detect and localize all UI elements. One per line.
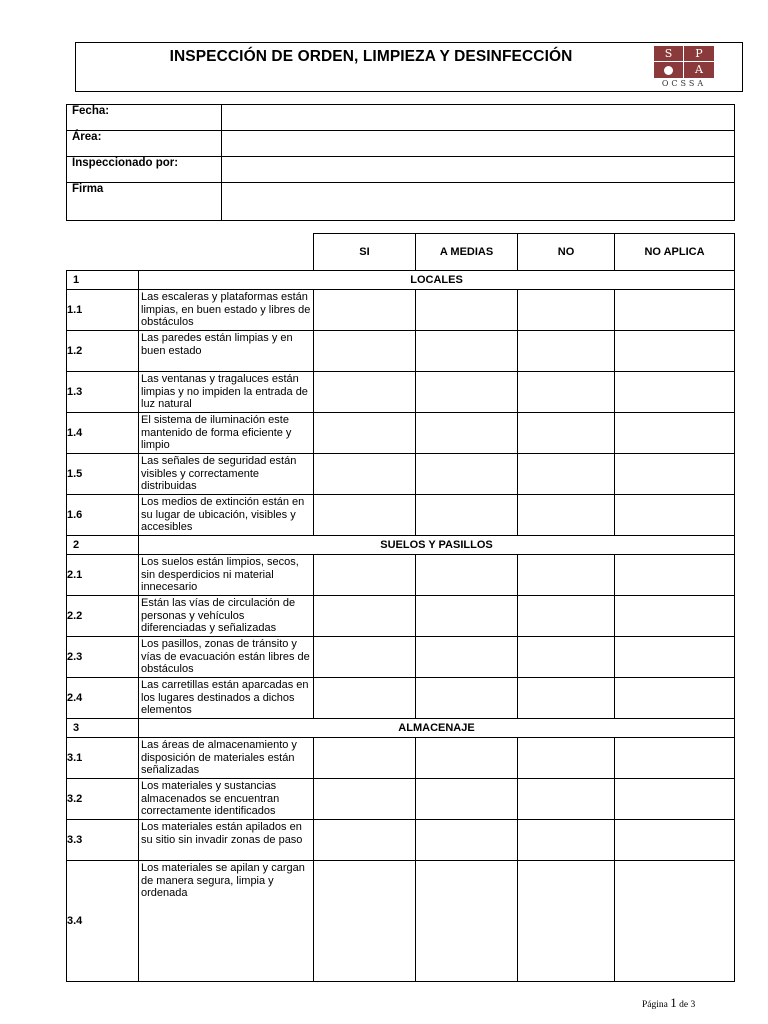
info-label: Área: [67,131,222,157]
item-description: Los pasillos, zonas de tránsito y vías de evacuación están libres de obstáculos [139,637,314,678]
option-cell-a-medias[interactable] [416,454,518,495]
item-number: 1.2 [67,331,139,372]
section-row [67,536,735,555]
logo-cell-p: P [684,46,714,62]
option-cell-si[interactable] [314,290,416,331]
checklist-item-row [67,372,735,413]
option-cell-si[interactable] [314,495,416,536]
page-footer [642,995,695,1011]
item-description: Los materiales se apilan y cargan de manera segura, limpia y ordenada [139,861,314,982]
logo-text: OCSSA [661,79,707,88]
column-header: NO APLICA [615,234,735,271]
option-cell-no[interactable] [518,555,615,596]
option-cell-a-medias[interactable] [416,637,518,678]
option-cell-no-aplica[interactable] [615,555,735,596]
item-description: El sistema de iluminación este mantenido de forma eficiente y limpio [139,413,314,454]
item-description: Los materiales están apilados en su sitio sin invadir zonas de paso [139,820,314,861]
item-description: Las áreas de almacenamiento y disposición de materiales están señalizadas [139,738,314,779]
info-label: Firma [67,183,222,221]
option-cell-no-aplica[interactable] [615,290,735,331]
option-cell-no[interactable] [518,820,615,861]
option-cell-a-medias[interactable] [416,555,518,596]
info-label: Inspeccionado por: [67,157,222,183]
option-cell-no[interactable] [518,779,615,820]
option-cell-no-aplica[interactable] [615,372,735,413]
option-cell-no[interactable] [518,413,615,454]
column-header: SI [314,234,416,271]
item-number: 1.6 [67,495,139,536]
item-description: Las carretillas están aparcadas en los lugares destinados a dichos elementos [139,678,314,719]
option-cell-no[interactable] [518,331,615,372]
item-number: 2.1 [67,555,139,596]
option-cell-si[interactable] [314,413,416,454]
checklist-item-row [67,779,735,820]
option-cell-no[interactable] [518,637,615,678]
item-number: 3.2 [67,779,139,820]
checklist-item-row [67,495,735,536]
item-number: 2.2 [67,596,139,637]
column-header: NO [518,234,615,271]
option-cell-no-aplica[interactable] [615,454,735,495]
footer-total: 3 [690,1000,696,1010]
option-cell-si[interactable] [314,738,416,779]
section-number: 2 [67,536,139,555]
info-row-fecha [67,105,735,131]
option-cell-si[interactable] [314,678,416,719]
footer-sep: de [679,1000,689,1010]
option-cell-a-medias[interactable] [416,779,518,820]
option-cell-a-medias[interactable] [416,738,518,779]
option-cell-no-aplica[interactable] [615,820,735,861]
checklist-item-row [67,331,735,372]
checklist-item-row [67,678,735,719]
option-cell-no[interactable] [518,678,615,719]
footer-prefix: Página [642,1000,668,1010]
option-cell-no[interactable] [518,290,615,331]
option-cell-no-aplica[interactable] [615,678,735,719]
checklist-item-row [67,290,735,331]
checklist-item-row [67,413,735,454]
info-row-area [67,131,735,157]
option-cell-no-aplica[interactable] [615,779,735,820]
item-number: 1.3 [67,372,139,413]
checklist-item-row [67,596,735,637]
option-cell-si[interactable] [314,820,416,861]
info-table [66,104,735,221]
item-description: Están las vías de circulación de personas y vehículos diferenciadas y señalizadas [139,596,314,637]
title-box [75,42,743,92]
header-blank [67,234,314,271]
option-cell-no[interactable] [518,861,615,982]
ocssa-logo [651,46,717,88]
section-row [67,719,735,738]
logo-cell-a: A [684,62,714,78]
checklist-item-row [67,637,735,678]
checklist-table [66,233,735,982]
item-number: 1.5 [67,454,139,495]
checklist-item-row [67,861,735,982]
option-cell-si[interactable] [314,555,416,596]
item-description: Los medios de extinción están en su lugar de ubicación, visibles y accesibles [139,495,314,536]
option-cell-a-medias[interactable] [416,331,518,372]
option-cell-no-aplica[interactable] [615,413,735,454]
item-number: 3.4 [67,861,139,982]
checklist-header-row [67,234,735,271]
section-number: 3 [67,719,139,738]
item-number: 1.1 [67,290,139,331]
item-description: Las señales de seguridad están visibles y correctamente distribuidas [139,454,314,495]
option-cell-no[interactable] [518,596,615,637]
inspeccionado-field[interactable] [222,157,735,183]
option-cell-no[interactable] [518,454,615,495]
option-cell-no-aplica[interactable] [615,637,735,678]
option-cell-si[interactable] [314,372,416,413]
logo-drop-icon [654,62,684,78]
checklist-item-row [67,555,735,596]
firma-field[interactable] [222,183,735,221]
checklist-item-row [67,738,735,779]
option-cell-no-aplica[interactable] [615,861,735,982]
option-cell-no-aplica[interactable] [615,495,735,536]
section-title: LOCALES [139,271,735,290]
option-cell-a-medias[interactable] [416,820,518,861]
info-row-inspeccionado [67,157,735,183]
section-title: SUELOS Y PASILLOS [139,536,735,555]
section-row [67,271,735,290]
option-cell-a-medias[interactable] [416,495,518,536]
option-cell-si[interactable] [314,596,416,637]
option-cell-si[interactable] [314,331,416,372]
option-cell-no-aplica[interactable] [615,596,735,637]
option-cell-a-medias[interactable] [416,290,518,331]
section-number: 1 [67,271,139,290]
item-description: Los suelos están limpios, secos, sin desperdicios ni material innecesario [139,555,314,596]
checklist-item-row [67,454,735,495]
item-number: 1.4 [67,413,139,454]
item-number: 2.3 [67,637,139,678]
info-row-firma [67,183,735,221]
footer-page-number: 1 [670,995,677,1010]
document-title: INSPECCIÓN DE ORDEN, LIMPIEZA Y DESINFECCIÓN [169,48,573,65]
column-header: A MEDIAS [416,234,518,271]
option-cell-si[interactable] [314,637,416,678]
option-cell-no-aplica[interactable] [615,738,735,779]
option-cell-a-medias[interactable] [416,596,518,637]
checklist-item-row [67,820,735,861]
item-number: 2.4 [67,678,139,719]
section-title: ALMACENAJE [139,719,735,738]
option-cell-no[interactable] [518,495,615,536]
option-cell-no-aplica[interactable] [615,331,735,372]
item-number: 3.3 [67,820,139,861]
item-description: Los materiales y sustancias almacenados se encuentran correctamente identificados [139,779,314,820]
option-cell-a-medias[interactable] [416,372,518,413]
area-field[interactable] [222,131,735,157]
option-cell-a-medias[interactable] [416,413,518,454]
fecha-field[interactable] [222,105,735,131]
logo-grid [654,46,714,78]
option-cell-si[interactable] [314,779,416,820]
info-label: Fecha: [67,105,222,131]
option-cell-a-medias[interactable] [416,678,518,719]
logo-cell-s: S [654,46,684,62]
item-description: Las paredes están limpias y en buen estado [139,331,314,372]
option-cell-no[interactable] [518,372,615,413]
option-cell-a-medias[interactable] [416,861,518,982]
item-number: 3.1 [67,738,139,779]
option-cell-si[interactable] [314,861,416,982]
option-cell-si[interactable] [314,454,416,495]
item-description: Las escaleras y plataformas están limpias, en buen estado y libres de obstáculos [139,290,314,331]
option-cell-no[interactable] [518,738,615,779]
item-description: Las ventanas y tragaluces están limpias y no impiden la entrada de luz natural [139,372,314,413]
